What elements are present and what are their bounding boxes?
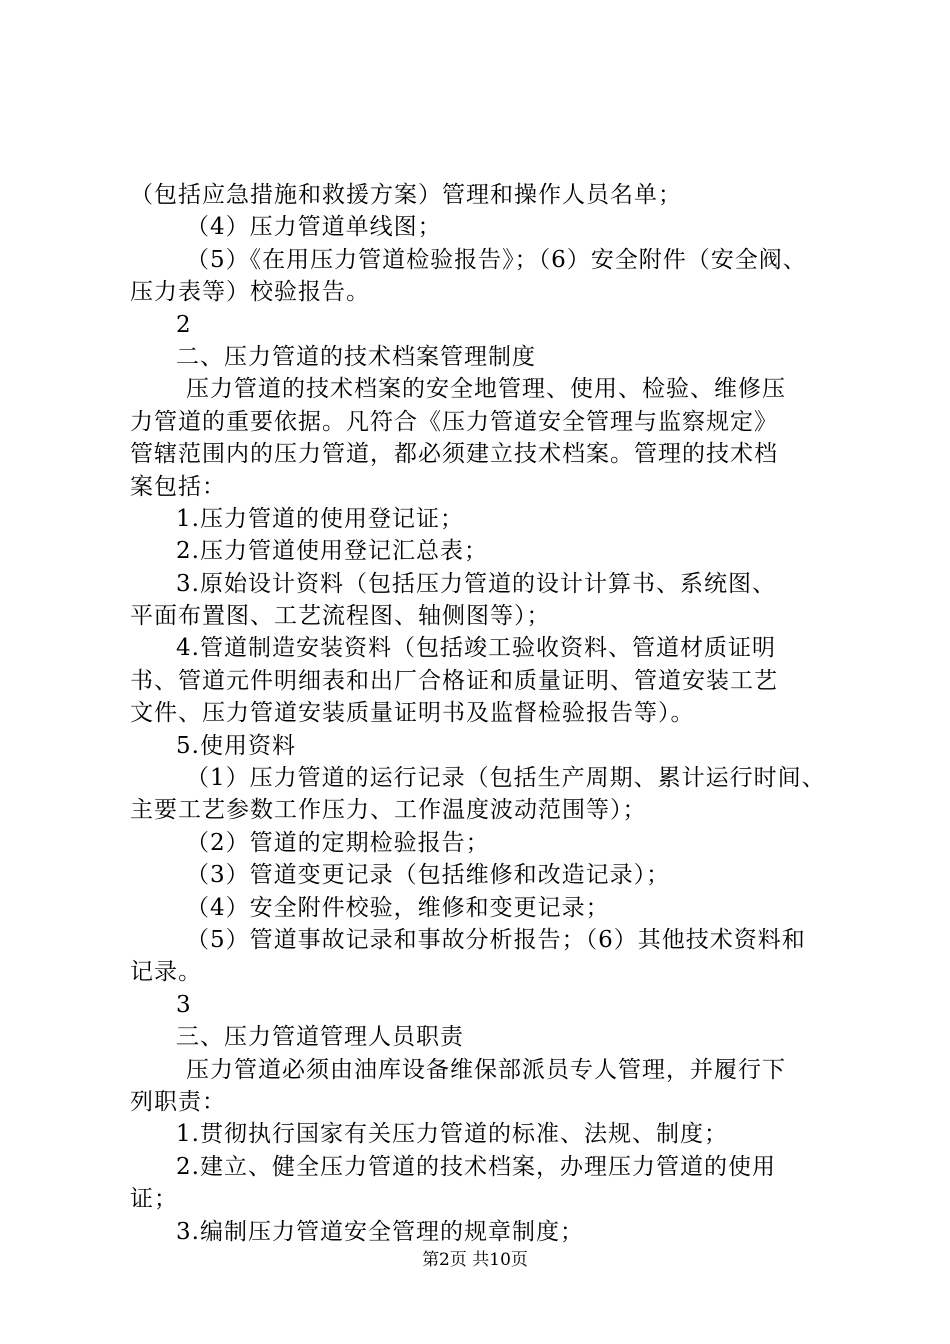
text-line: 主要工艺参数工作压力、工作温度波动范围等）； xyxy=(130,797,647,824)
text-line: 3.原始设计资料（包括压力管道的设计计算书、系统图、 xyxy=(176,570,776,597)
text-line: 压力管道的技术档案的安全地管理、使用、检验、维修压 xyxy=(186,376,786,403)
text-line: 列职责： xyxy=(130,1088,226,1115)
text-line: （包括应急措施和救援方案）管理和操作人员名单； xyxy=(130,182,682,208)
text-line: 2 xyxy=(176,311,192,338)
text-line: 记录。 xyxy=(130,959,202,986)
text-line: （5）《在用压力管道检验报告》；（6）安全附件（安全阀、 xyxy=(186,246,807,273)
text-line: （2）管道的定期检验报告； xyxy=(186,829,490,856)
text-line: 文件、压力管道安装质量证明书及监督检验报告等）。 xyxy=(130,700,695,727)
text-line: 5.使用资料 xyxy=(176,732,296,759)
text-line: 压力表等）校验报告。 xyxy=(130,279,370,306)
text-line: 4.管道制造安装资料（包括竣工验收资料、管道材质证明 xyxy=(176,635,776,662)
text-line: 3.编制压力管道安全管理的规章制度； xyxy=(176,1218,584,1245)
text-line: 压力管道必须由油库设备维保部派员专人管理，并履行下 xyxy=(186,1056,786,1083)
text-line: （4）压力管道单线图； xyxy=(186,214,442,241)
text-line: 二、压力管道的技术档案管理制度 xyxy=(176,343,536,370)
text-line: （1）压力管道的运行记录（包括生产周期、累计运行时间、 xyxy=(186,765,826,792)
text-line: 2.压力管道使用登记汇总表； xyxy=(176,538,488,565)
text-line: 平面布置图、工艺流程图、轴侧图等）； xyxy=(130,603,551,630)
text-line: 2.建立、健全压力管道的技术档案，办理压力管道的使用 xyxy=(176,1153,776,1180)
text-line: 书、管道元件明细表和出厂合格证和质量证明、管道安装工艺 xyxy=(130,667,778,694)
text-line: （5）管道事故记录和事故分析报告；（6）其他技术资料和 xyxy=(186,926,806,953)
text-line: 管辖范围内的压力管道，都必须建立技术档案。管理的技术档 xyxy=(130,441,778,468)
text-line: 案包括： xyxy=(130,473,226,500)
text-line: 1.压力管道的使用登记证； xyxy=(176,505,464,532)
text-line: 1.贯彻执行国家有关压力管道的标准、法规、制度； xyxy=(176,1121,728,1148)
page-footer: 第2页 共10页 xyxy=(422,1250,528,1270)
document-body xyxy=(130,179,840,1248)
text-line: 三、压力管道管理人员职责 xyxy=(176,1024,464,1051)
text-line: 力管道的重要依据。凡符合《压力管道安全管理与监察规定》 xyxy=(130,408,778,435)
text-line: （3）管道变更记录（包括维修和改造记录）； xyxy=(186,862,671,889)
text-line: （4）安全附件校验，维修和变更记录； xyxy=(186,894,610,921)
text-line: 证； xyxy=(130,1186,178,1213)
text-line: 3 xyxy=(176,991,192,1018)
